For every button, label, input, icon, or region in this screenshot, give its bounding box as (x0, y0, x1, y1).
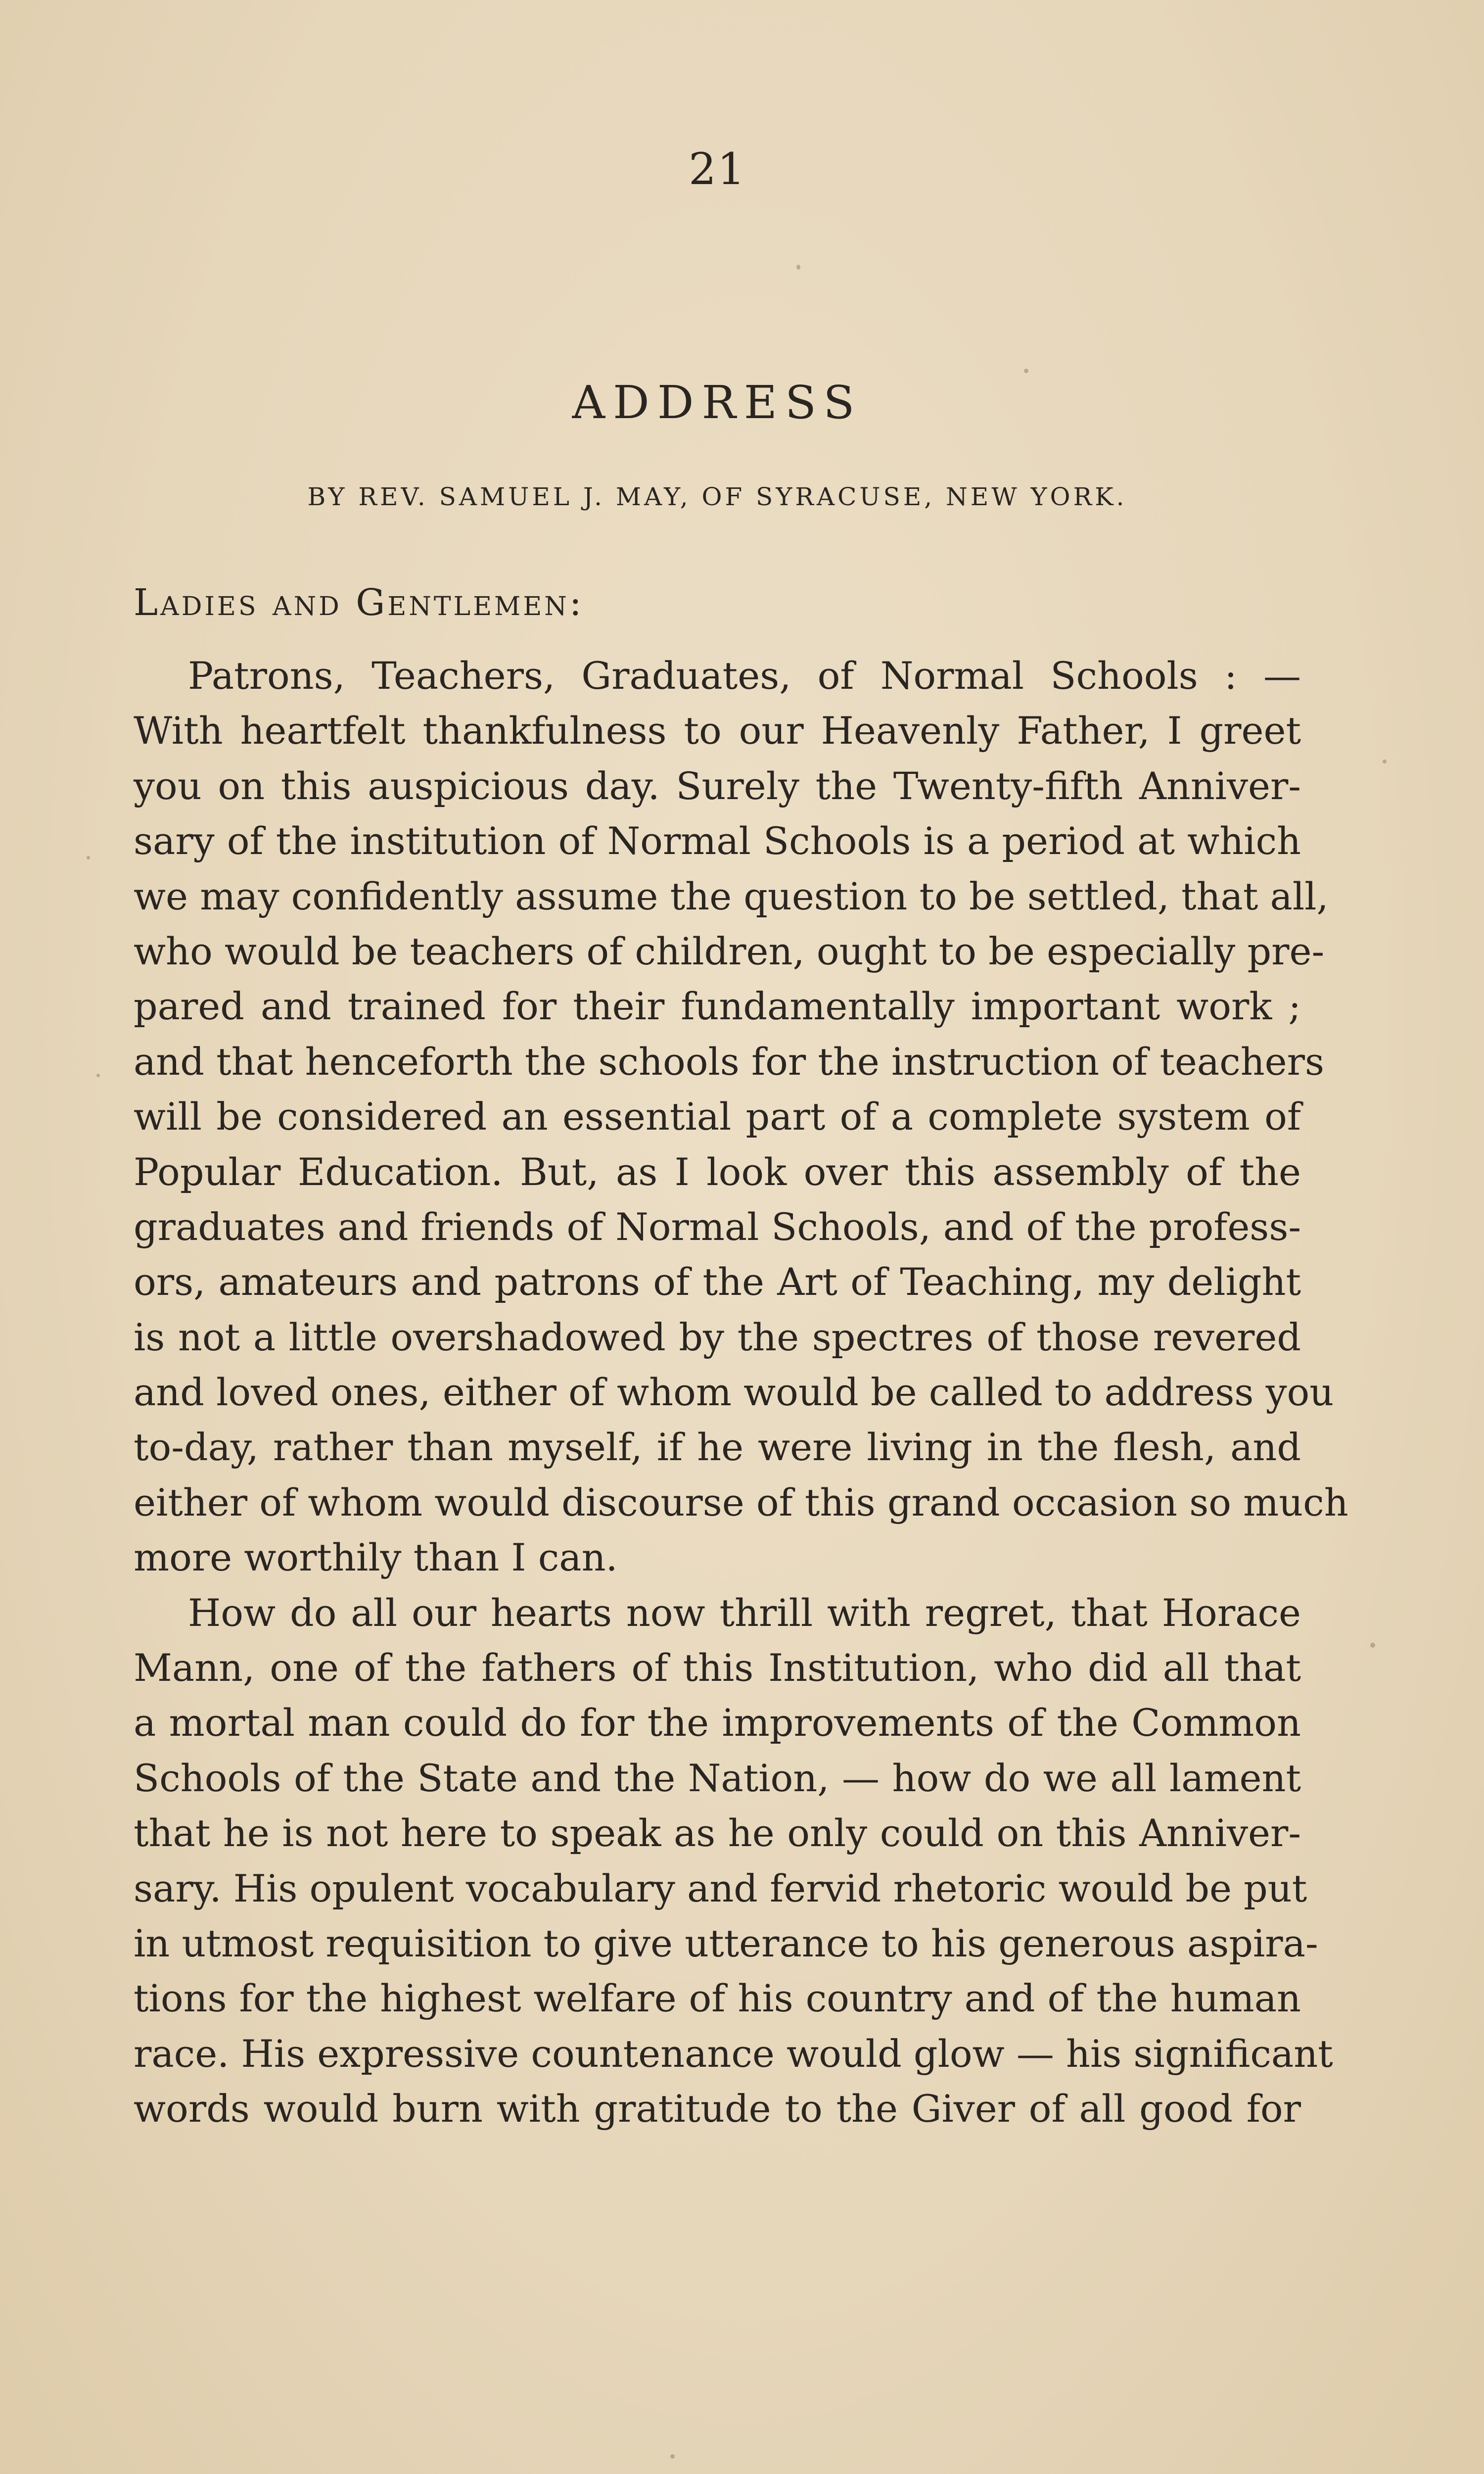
text-line: who would be teachers of children, ought to be especially pre- (134, 929, 1325, 973)
text-line: to-day, rather than myself, if he were living in the flesh, and (134, 1425, 1301, 1470)
body-text (134, 648, 1348, 2137)
text-line: graduates and friends of Normal Schools, and of the profess- (134, 1204, 1301, 1249)
paper-speck (1024, 369, 1028, 373)
text-line: Schools of the State and the Nation, — how do we all lament (134, 1756, 1301, 1800)
text-line: With heartfelt thankfulness to our Heavenly Father, I greet (134, 709, 1301, 753)
text-line: How do all our hearts now thrill with regret, that Horace (188, 1590, 1301, 1635)
text-line: that he is not here to speak as he only could on this Anniver- (134, 1811, 1301, 1856)
text-line: race. His expressive countenance would glow — his significant (134, 2031, 1333, 2076)
byline: BY REV. SAMUEL J. MAY, OF SYRACUSE, NEW YORK. (307, 482, 1127, 511)
text-line: and that henceforth the schools for the instruction of teachers (134, 1039, 1324, 1084)
paper-speck (1370, 1643, 1375, 1648)
text-line: we may confidently assume the question to be settled, that all, (134, 874, 1329, 918)
paper-speck (670, 2454, 675, 2459)
paper-speck (796, 265, 800, 270)
text-line: more worthily than I can. (134, 1535, 618, 1580)
page-title: ADDRESS (572, 376, 863, 429)
paper-speck (1383, 760, 1387, 763)
text-line: Mann, one of the fathers of this Institution, who did all that (134, 1646, 1301, 1690)
paper-speck (87, 856, 90, 859)
text-line: and loved ones, either of whom would be called to address you (134, 1370, 1334, 1415)
text-line: you on this auspicious day. Surely the Twenty-fifth Anniver- (134, 763, 1301, 808)
text-line: words would burn with gratitude to the Giver of all good for (134, 2087, 1301, 2131)
text-line: Patrons, Teachers, Graduates, of Normal Schools : — (188, 654, 1301, 698)
text-line: tions for the highest welfare of his country and of the human (134, 1976, 1301, 2021)
text-line: sary of the institution of Normal Schools is a period at which (134, 819, 1301, 863)
text-line: pared and trained for their fundamentally important work ; (134, 984, 1301, 1029)
text-line: sary. His opulent vocabulary and fervid rhetoric would be put (134, 1866, 1307, 1910)
text-line: either of whom would discourse of this grand occasion so much (134, 1480, 1348, 1524)
text-line: in utmost requisition to give utterance to his generous aspira- (134, 1921, 1318, 1965)
text-line: Popular Education. But, as I look over this assembly of the (134, 1149, 1301, 1194)
page-number: 21 (689, 143, 746, 194)
salutation: Ladies and Gentlemen: (134, 581, 584, 624)
paper-speck (96, 1074, 100, 1077)
text-line: is not a little overshadowed by the spectres of those revered (134, 1315, 1301, 1359)
text-line: will be considered an essential part of a complete system of (134, 1094, 1301, 1139)
text-line: a mortal man could do for the improvements of the Common (134, 1701, 1301, 1745)
text-line: ors, amateurs and patrons of the Art of Teaching, my delight (134, 1260, 1301, 1304)
